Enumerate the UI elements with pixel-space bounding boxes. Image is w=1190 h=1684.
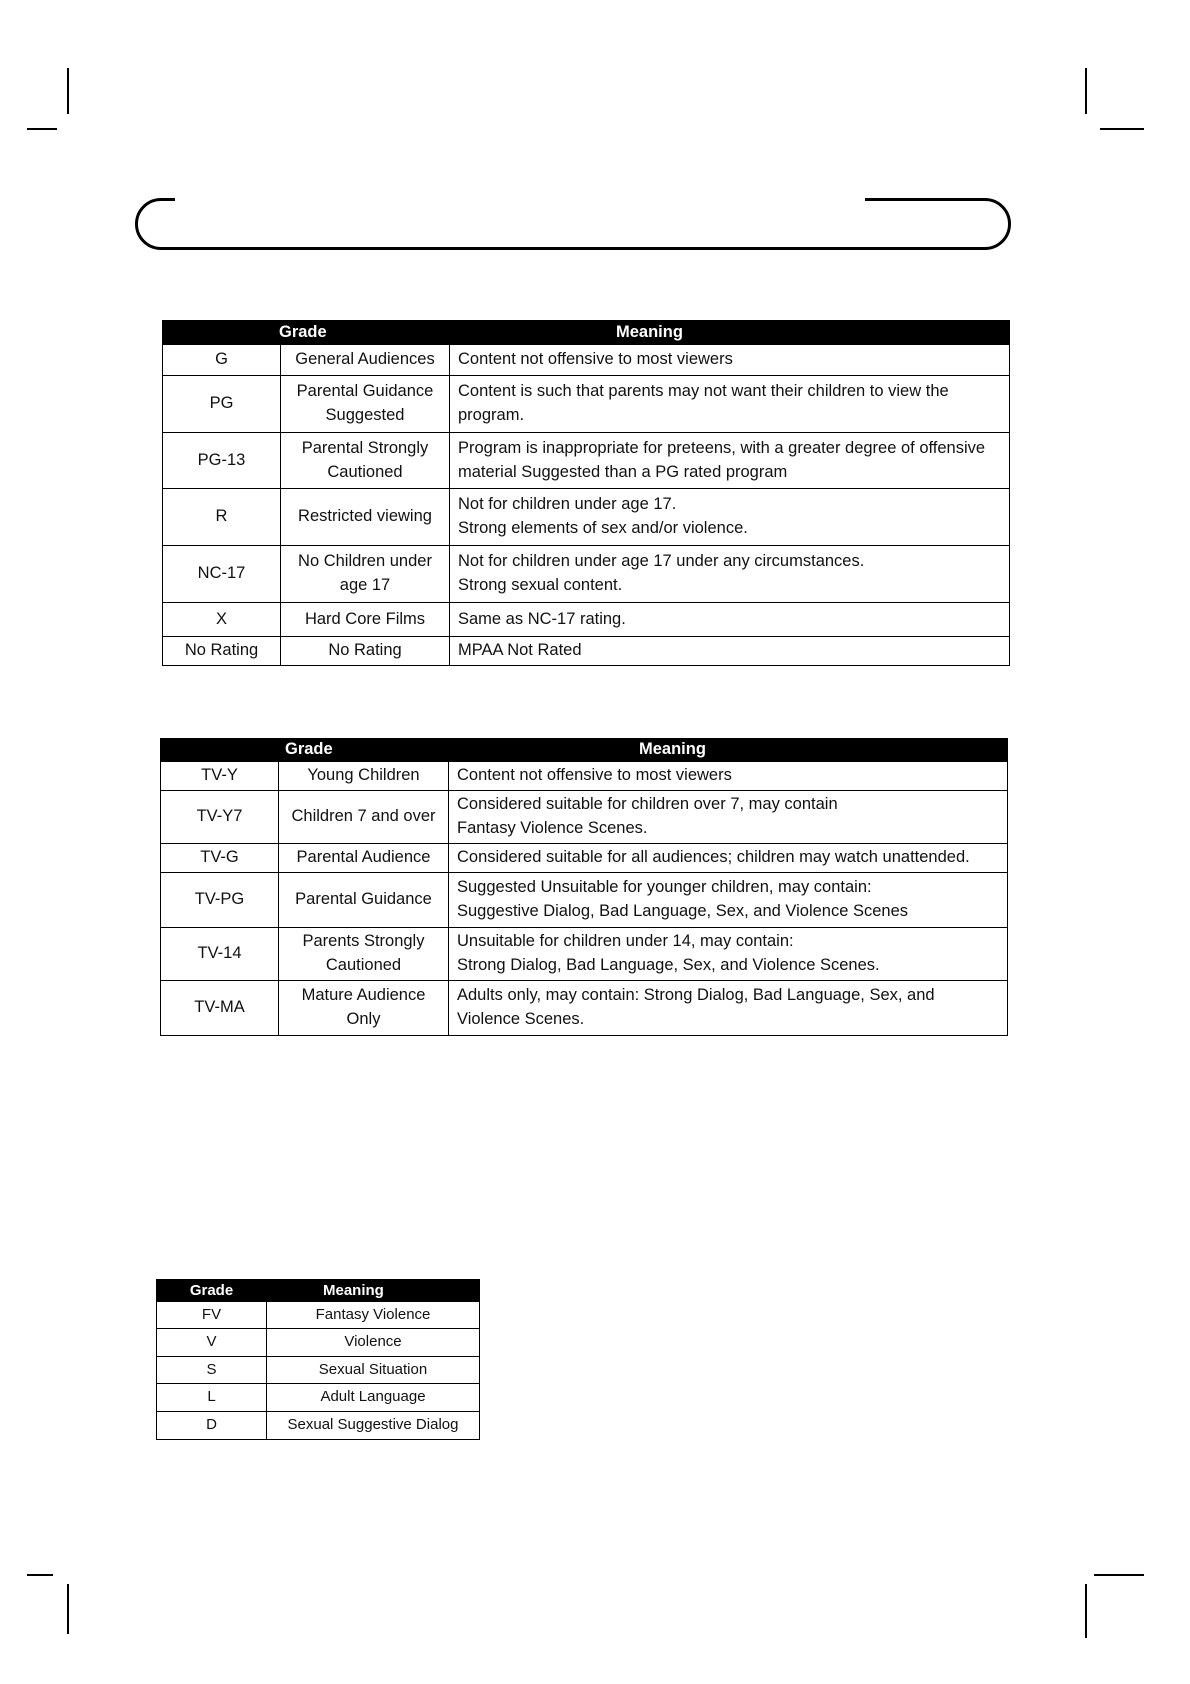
rating-code: TV-PG — [161, 872, 279, 927]
rating-name: Parental Audience — [279, 843, 449, 872]
rating-meaning: MPAA Not Rated — [450, 637, 1010, 666]
rating-code: X — [163, 603, 281, 637]
table-row — [161, 843, 1008, 872]
descriptor-meaning: Fantasy Violence — [267, 1302, 480, 1329]
rating-code: G — [163, 345, 281, 376]
descriptor-meaning: Sexual Situation — [267, 1357, 480, 1384]
rating-name: No Children under age 17 — [281, 546, 450, 603]
rating-meaning: Content not offensive to most viewers — [449, 762, 1008, 791]
rating-meaning: Same as NC-17 rating. — [450, 603, 1010, 637]
crop-mark-bottom-left-h — [27, 1574, 53, 1576]
rating-code: PG — [163, 376, 281, 433]
descriptor-meaning: Violence — [267, 1329, 480, 1357]
descriptor-meaning: Sexual Suggestive Dialog — [267, 1412, 480, 1440]
content-meaning-header: Meaning — [267, 1280, 480, 1302]
rating-meaning: Not for children under age 17 under any circumstances. Strong sexual content. — [450, 546, 1010, 603]
descriptor-code: FV — [157, 1302, 267, 1329]
rating-name: General Audiences — [281, 345, 450, 376]
table-row — [161, 790, 1008, 843]
tv-rating-table — [160, 738, 1008, 1036]
crop-mark-top-left-h — [27, 128, 57, 130]
table-row — [161, 927, 1008, 980]
table-row — [163, 603, 1010, 637]
section-title-frame-gap — [175, 190, 865, 208]
rating-code: NC-17 — [163, 546, 281, 603]
crop-mark-bottom-right-h — [1094, 1574, 1144, 1576]
rating-name: Restricted viewing — [281, 489, 450, 546]
rating-meaning: Program is inappropriate for preteens, with a greater degree of offensive material Suggested than a PG rated program — [450, 433, 1010, 489]
crop-mark-top-right — [1085, 68, 1087, 114]
rating-name: Mature Audience Only — [279, 980, 449, 1035]
descriptor-code: S — [157, 1357, 267, 1384]
table-row — [161, 872, 1008, 927]
content-grade-header: Grade — [157, 1280, 267, 1302]
rating-name: Hard Core Films — [281, 603, 450, 637]
rating-meaning: Content not offensive to most viewers — [450, 345, 1010, 376]
crop-mark-bottom-right — [1085, 1584, 1087, 1638]
movie-rating-table — [162, 320, 1010, 666]
movie-grade-header: Grade — [163, 321, 450, 345]
rating-name: No Rating — [281, 637, 450, 666]
rating-meaning: Content is such that parents may not want their children to view the program. — [450, 376, 1010, 433]
crop-mark-top-left — [67, 68, 69, 114]
table-row — [163, 376, 1010, 433]
rating-code: PG-13 — [163, 433, 281, 489]
table-row — [157, 1384, 480, 1412]
rating-code: TV-14 — [161, 927, 279, 980]
rating-name: Parents Strongly Cautioned — [279, 927, 449, 980]
rating-name: Young Children — [279, 762, 449, 791]
tv-meaning-header: Meaning — [449, 739, 1008, 762]
rating-code: TV-G — [161, 843, 279, 872]
content-descriptor-table — [156, 1279, 480, 1440]
rating-meaning: Considered suitable for children over 7, may contain Fantasy Violence Scenes. — [449, 790, 1008, 843]
table-row — [161, 980, 1008, 1035]
rating-name: Children 7 and over — [279, 790, 449, 843]
rating-meaning: Unsuitable for children under 14, may contain: Strong Dialog, Bad Language, Sex, and Violence Scenes. — [449, 927, 1008, 980]
table-row — [157, 1357, 480, 1384]
rating-code: R — [163, 489, 281, 546]
rating-code: TV-Y — [161, 762, 279, 791]
table-row — [163, 433, 1010, 489]
table-row — [157, 1302, 480, 1329]
table-row — [163, 637, 1010, 666]
table-row — [157, 1412, 480, 1440]
descriptor-code: V — [157, 1329, 267, 1357]
table-row — [163, 345, 1010, 376]
rating-meaning: Not for children under age 17. Strong elements of sex and/or violence. — [450, 489, 1010, 546]
rating-meaning: Suggested Unsuitable for younger children, may contain: Suggestive Dialog, Bad Language, Sex, and Violence Scenes — [449, 872, 1008, 927]
rating-meaning: Adults only, may contain: Strong Dialog, Bad Language, Sex, and Violence Scenes. — [449, 980, 1008, 1035]
table-row — [163, 546, 1010, 603]
descriptor-meaning: Adult Language — [267, 1384, 480, 1412]
crop-mark-top-right-h — [1100, 128, 1144, 130]
tv-grade-header: Grade — [161, 739, 449, 762]
rating-code: No Rating — [163, 637, 281, 666]
crop-mark-bottom-left — [67, 1584, 69, 1634]
table-row — [161, 762, 1008, 791]
table-row — [163, 489, 1010, 546]
table-row — [157, 1329, 480, 1357]
rating-code: TV-Y7 — [161, 790, 279, 843]
descriptor-code: D — [157, 1412, 267, 1440]
rating-name: Parental Guidance — [279, 872, 449, 927]
rating-name: Parental Guidance Suggested — [281, 376, 450, 433]
rating-code: TV-MA — [161, 980, 279, 1035]
rating-meaning: Considered suitable for all audiences; children may watch unattended. — [449, 843, 1008, 872]
descriptor-code: L — [157, 1384, 267, 1412]
movie-meaning-header: Meaning — [450, 321, 1010, 345]
rating-name: Parental Strongly Cautioned — [281, 433, 450, 489]
